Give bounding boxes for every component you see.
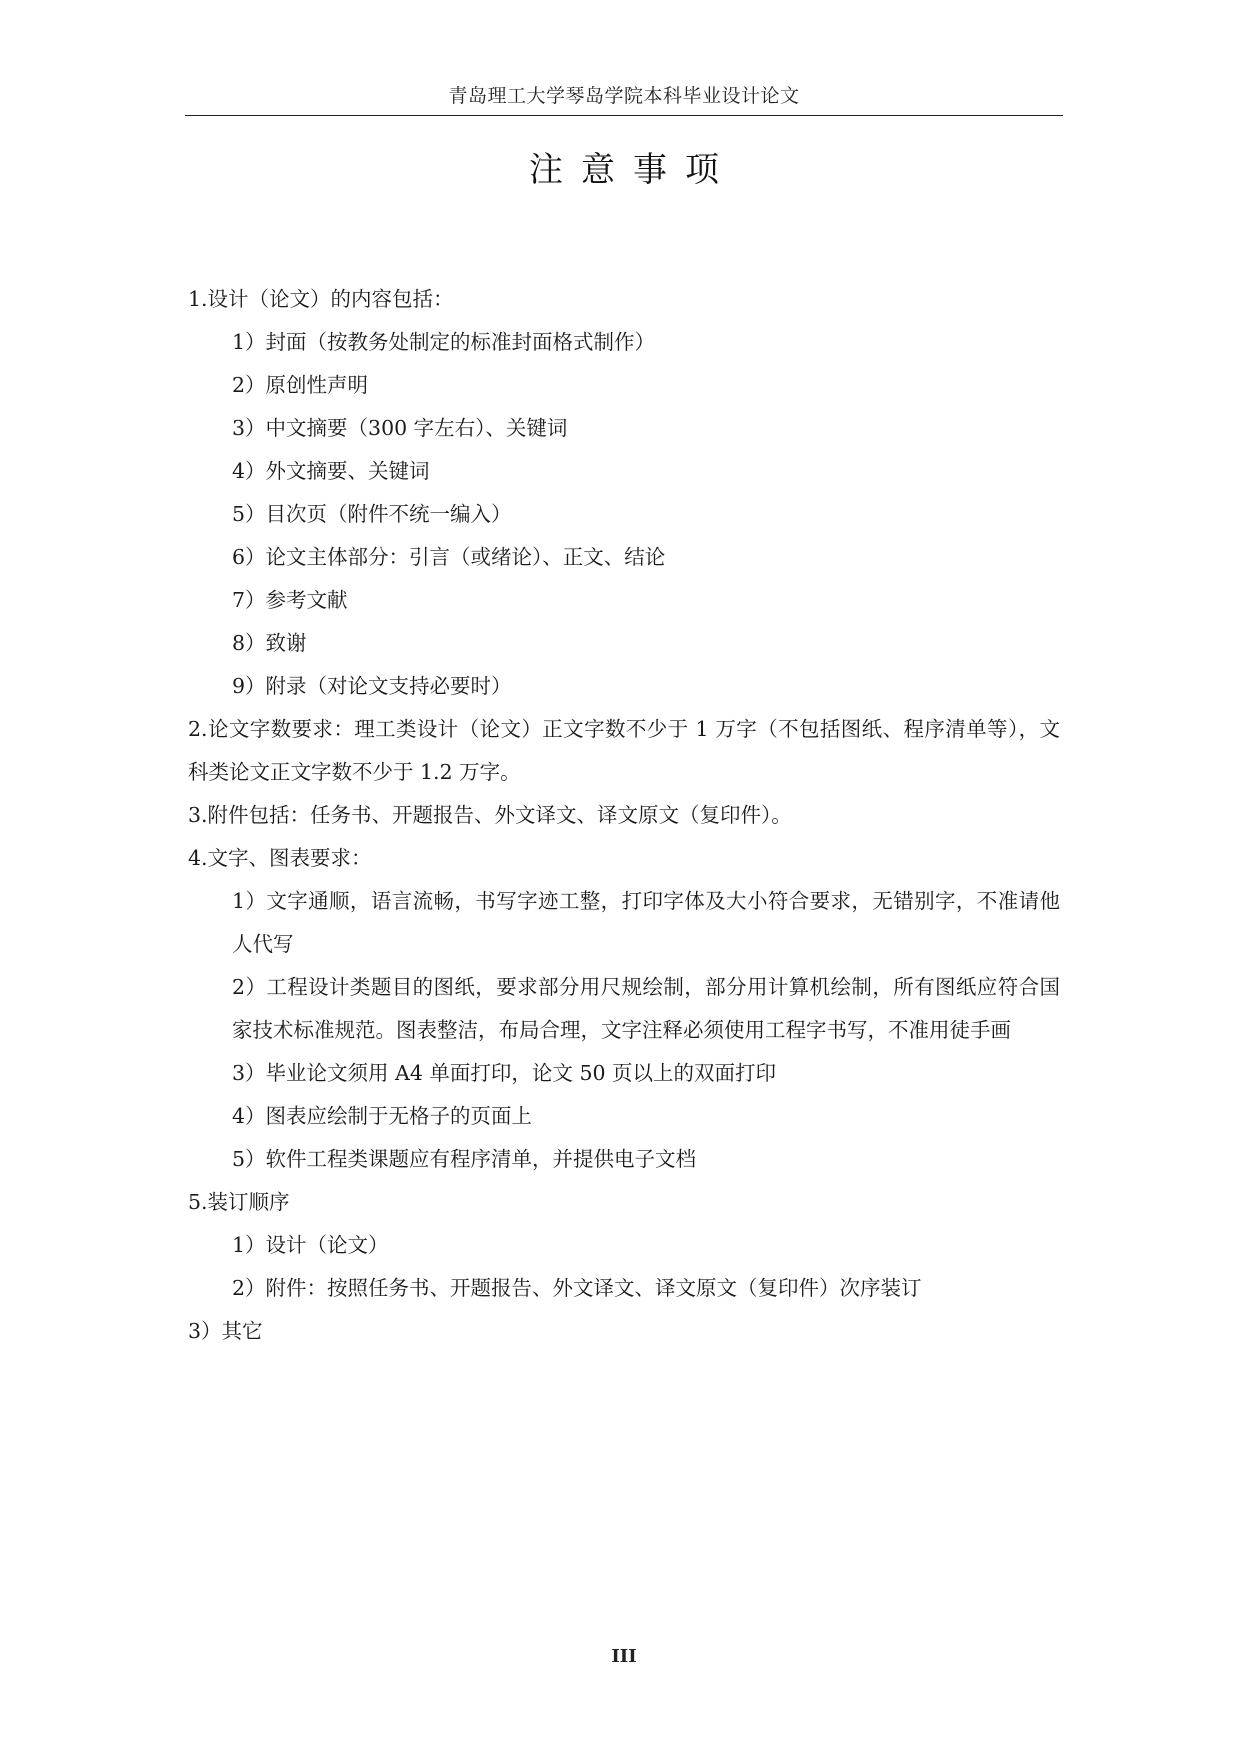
page-title: 注意事项 — [529, 150, 737, 190]
list-item: 4）外文摘要、关键词 — [232, 459, 430, 483]
list-item: 2）附件：按照任务书、开题报告、外文译文、译文原文（复印件）次序装订 — [232, 1276, 922, 1300]
list-item: 1）封面（按教务处制定的标准封面格式制作） — [232, 330, 656, 354]
list-item: 2）原创性声明 — [232, 373, 369, 397]
section-3-paragraph: 3.附件包括：任务书、开题报告、外文译文、译文原文（复印件）。 — [188, 803, 792, 827]
list-item: 9）附录（对论文支持必要时） — [232, 674, 512, 698]
section-5-heading: 5.装订顺序 — [188, 1190, 290, 1214]
list-item: 7）参考文献 — [232, 588, 348, 612]
section-4-heading: 4.文字、图表要求： — [188, 846, 372, 870]
list-item: 8）致谢 — [232, 631, 307, 655]
document-body — [188, 278, 1060, 1353]
running-header: 青岛理工大学琴岛学院本科毕业设计论文 — [448, 85, 800, 107]
list-item: 2）工程设计类题目的图纸，要求部分用尺规绘制，部分用计算机绘制，所有图纸应符合国家技术标准规范。图表整洁，布局合理，文字注释必须使用工程字书写，不准用徒手画 — [232, 975, 1060, 1042]
list-item: 3）中文摘要（300 字左右）、关键词 — [232, 416, 568, 440]
section-2-paragraph: 2.论文字数要求：理工类设计（论文）正文字数不少于 1 万字（不包括图纸、程序清单等），文科类论文正文字数不少于 1.2 万字。 — [188, 717, 1060, 784]
section-1-heading: 1.设计（论文）的内容包括： — [188, 287, 454, 311]
list-item: 1）文字通顺，语言流畅，书写字迹工整，打印字体及大小符合要求，无错别字，不准请他人代写 — [232, 889, 1060, 956]
list-item: 5）目次页（附件不统一编入） — [232, 502, 512, 526]
list-item: 3）其它 — [188, 1319, 263, 1343]
list-item: 3）毕业论文须用 A4 单面打印，论文 50 页以上的双面打印 — [232, 1061, 777, 1085]
list-item: 6）论文主体部分：引言（或绪论）、正文、结论 — [232, 545, 666, 569]
list-item: 4）图表应绘制于无格子的页面上 — [232, 1104, 533, 1128]
page-number: III — [611, 1646, 637, 1667]
header-rule — [185, 115, 1063, 116]
list-item: 1）设计（论文） — [232, 1233, 389, 1257]
list-item: 5）软件工程类课题应有程序清单，并提供电子文档 — [232, 1147, 697, 1171]
